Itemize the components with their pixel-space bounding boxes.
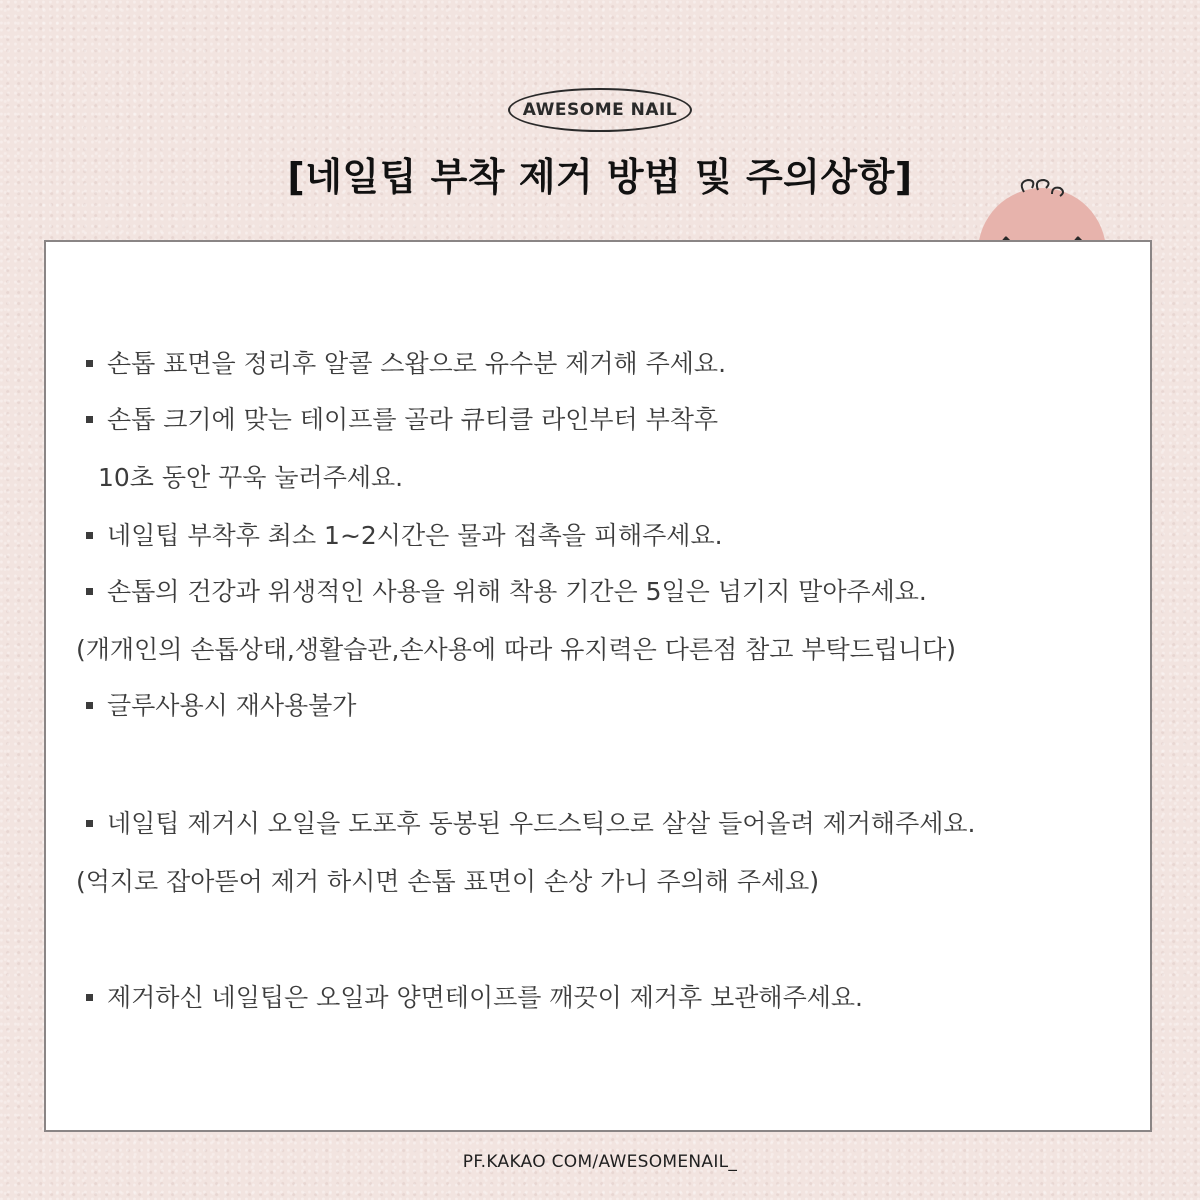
bullet-icon [86, 588, 93, 595]
page-title: [네일팁 부착 제거 방법 및 주의상항] [287, 155, 913, 199]
instruction-note: (개개인의 손톱상태,생활습관,손사용에 따라 유지력은 다른점 참고 부탁드립니다) [76, 635, 957, 664]
instruction-note: (억지로 잡아뜯어 제거 하시면 손톱 표면이 손상 가니 주의해 주세요) [76, 867, 820, 896]
instruction-line: 손톱의 건강과 위생적인 사용을 위해 착용 기간은 5일은 넘기지 말아주세요. [76, 576, 927, 608]
logo-text: AWESOME NAIL [522, 100, 678, 120]
bullet-icon [86, 702, 93, 709]
instruction-line: 10초 동안 꾸욱 눌러주세요. [98, 463, 404, 492]
instruction-line: 글루사용시 재사용불가 [76, 690, 356, 722]
bullet-icon [86, 994, 93, 1001]
bullet-icon [86, 416, 93, 423]
instruction-line: 손톱 표면을 정리후 알콜 스왑으로 유수분 제거해 주세요. [76, 348, 726, 380]
bullet-icon [86, 360, 93, 367]
bullet-icon [86, 532, 93, 539]
instruction-line: 네일팁 제거시 오일을 도포후 동봉된 우드스틱으로 살살 들어올려 제거해주세요. [76, 808, 975, 840]
instruction-line: 제거하신 네일팁은 오일과 양면테이프를 깨끗이 제거후 보관해주세요. [76, 982, 863, 1014]
brand-logo [508, 88, 692, 132]
instruction-line: 네일팁 부착후 최소 1~2시간은 물과 접촉을 피해주세요. [76, 520, 723, 552]
bullet-icon [86, 820, 93, 827]
footer-link: PF.KAKAO COM/AWESOMENAIL_ [462, 1152, 738, 1172]
instruction-line: 손톱 크기에 맞는 테이프를 골라 큐티클 라인부터 부착후 [76, 404, 718, 436]
